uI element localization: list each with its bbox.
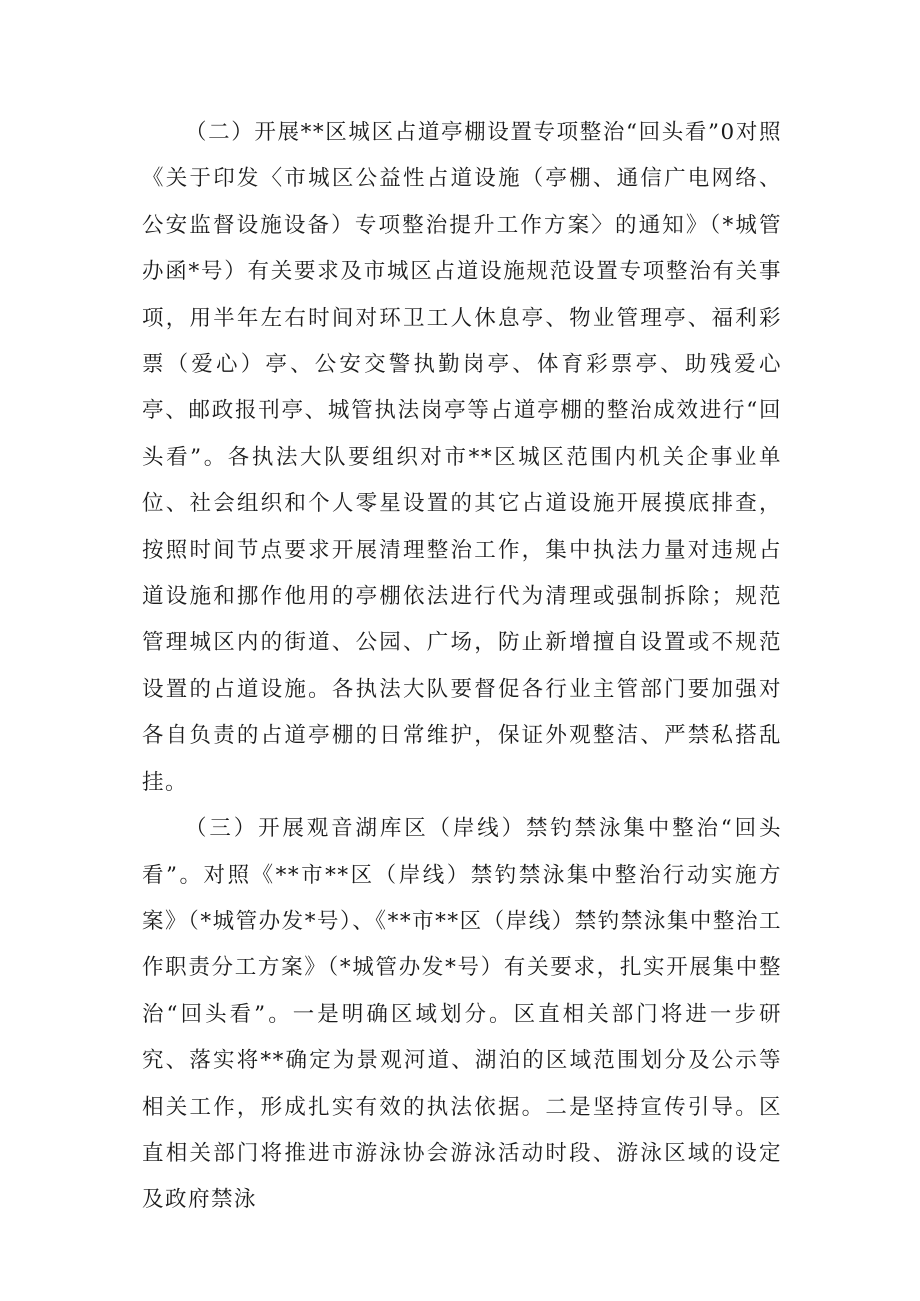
document-body [142,110,782,1224]
paragraph-section-3: （三）开展观音湖库区（岸线）禁钓禁泳集中整治“回头看”。对照《**市**区（岸线）禁钓禁泳集中整治行动实施方案》（*城管办发*号）、《**市**区（岸线）禁钓禁泳集中整治工作职责分工方案》（*城管办发*号）有关要求，扎实开展集中整治“回头看”。一是明确区域划分。区直相关部门将进一步研究、落实将**确定为景观河道、湖泊的区域范围划分及公示等相关工作，形成扎实有效的执法依据。二是坚持宣传引导。区直相关部门将推进市游泳协会游泳活动时段、游泳区域的设定及政府禁泳 [142,816,782,1213]
paragraph-section-2: （二）开展**区城区占道亭棚设置专项整治“回头看”0对照《关于印发〈市城区公益性占道设施（亭棚、通信广电网络、公安监督设施设备）专项整治提升工作方案〉的通知》（*城管办函*号）有关要求及市城区占道设施规范设置专项整治有关事项，用半年左右时间对环卫工人休息亭、物业管理亭、福利彩票（爱心）亭、公安交警执勤岗亭、体育彩票亭、助残爱心亭、邮政报刊亭、城管执法岗亭等占道亭棚的整治成效进行“回头看”。各执法大队要组织对市**区城区范围内机关企事业单位、社会组织和个人零星设置的其它占道设施开展摸底排查，按照时间节点要求开展清理整治工作，集中执法力量对违规占道设施和挪作他用的亭棚依法进行代为清理或强制拆除；规范管理城区内的街道、公园、广场，防止新增擅自设置或不规范设置的占道设施。各执法大队要督促各行业主管部门要加强对各自负责的占道亭棚的日常维护，保证外观整洁、严禁私搭乱挂。 [142,120,782,795]
